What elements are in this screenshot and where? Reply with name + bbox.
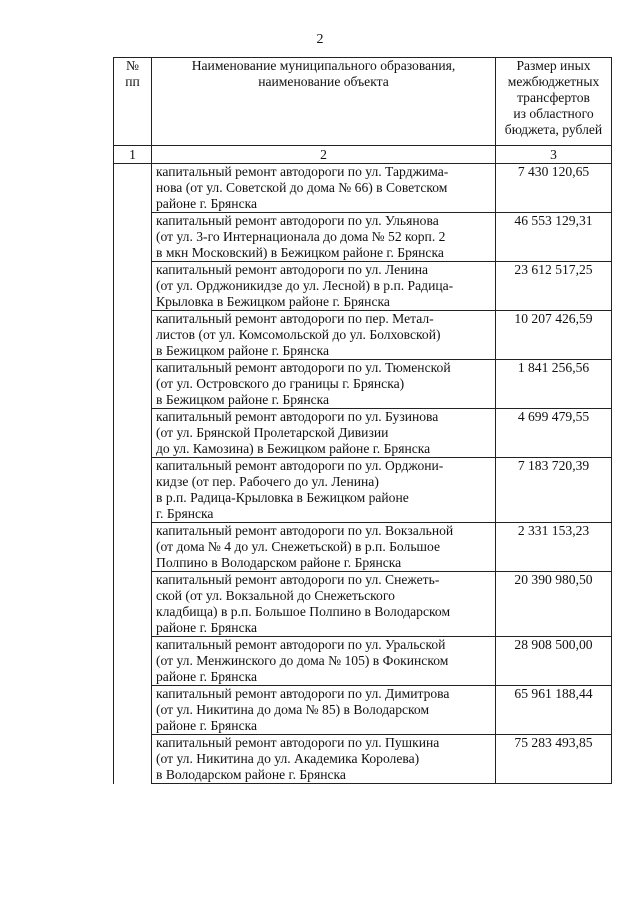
object-name-cell — [152, 164, 496, 213]
object-name-line: (от ул. Менжинского до дома № 105) в Фокинском — [156, 653, 449, 668]
object-name-line: в Володарском районе г. Брянска — [156, 767, 346, 782]
amount-cell: 20 390 980,50 — [496, 572, 612, 637]
object-name-line: капитальный ремонт автодороги по ул. Бузинова — [156, 409, 439, 424]
object-name-line: капитальный ремонт автодороги по ул. Орджони- — [156, 458, 444, 473]
column-number: 2 — [152, 146, 496, 164]
object-name-cell — [152, 637, 496, 686]
object-name-line: капитальный ремонт автодороги по ул. Вокзальной — [156, 523, 454, 538]
table-row — [114, 686, 612, 735]
object-name-cell — [152, 458, 496, 523]
object-name-cell — [152, 409, 496, 458]
table-row — [114, 735, 612, 784]
amount-cell: 1 841 256,56 — [496, 360, 612, 409]
column-number-row — [114, 146, 612, 164]
table-header-row — [114, 58, 612, 146]
amount-cell: 28 908 500,00 — [496, 637, 612, 686]
object-name-line: в Бежицком районе г. Брянска — [156, 343, 330, 358]
header-amount — [496, 58, 612, 146]
object-name-line: капитальный ремонт автодороги по ул. Тюменской — [156, 360, 451, 375]
object-name-line: кидзе (от пер. Рабочего до ул. Ленина) — [156, 474, 379, 489]
object-name-cell — [152, 311, 496, 360]
table-row — [114, 360, 612, 409]
object-name-line: Крыловка в Бежицком районе г. Брянска — [156, 294, 390, 309]
header-amount-line: Размер иных — [516, 58, 591, 73]
object-name-line: капитальный ремонт автодороги по ул. Пушкина — [156, 735, 440, 750]
object-name-line: районе г. Брянска — [156, 718, 258, 733]
object-name-cell — [152, 735, 496, 784]
header-amount-line: трансфертов — [517, 90, 590, 105]
table-row — [114, 409, 612, 458]
object-name-line: в мкн Московский) в Бежицком районе г. Брянска — [156, 245, 444, 260]
header-name-line: наименование объекта — [258, 74, 389, 89]
table-row — [114, 637, 612, 686]
object-name-line: в р.п. Радица-Крыловка в Бежицком районе — [156, 490, 409, 505]
header-amount-line: межбюджетных — [507, 74, 600, 89]
transfers-table — [113, 57, 612, 784]
object-name-line: капитальный ремонт автодороги по ул. Ленина — [156, 262, 429, 277]
object-name-line: капитальный ремонт автодороги по ул. Уральской — [156, 637, 446, 652]
header-name-line: Наименование муниципального образования, — [191, 58, 456, 73]
object-name-line: до ул. Камозина) в Бежицком районе г. Брянска — [156, 441, 431, 456]
object-name-line: Полпино в Володарском районе г. Брянска — [156, 555, 402, 570]
object-name-line: капитальный ремонт автодороги по ул. Ульянова — [156, 213, 439, 228]
object-name-line: нова (от ул. Советской до дома № 66) в Советском — [156, 180, 448, 195]
header-number — [114, 58, 152, 146]
object-name-line: (от ул. Брянской Пролетарской Дивизии — [156, 425, 389, 440]
table-body — [114, 164, 612, 784]
table-row — [114, 458, 612, 523]
object-name-line: районе г. Брянска — [156, 669, 258, 684]
object-name-line: (от ул. 3-го Интернационала до дома № 52 корп. 2 — [156, 229, 446, 244]
object-name-line: (от дома № 4 до ул. Снежетьской) в р.п. Большое — [156, 539, 440, 554]
column-number: 3 — [496, 146, 612, 164]
object-name-line: (от ул. Никитина до ул. Академика Королева) — [156, 751, 420, 766]
header-amount-line: из областного — [513, 106, 594, 121]
object-name-line: (от ул. Никитина до дома № 85) в Володарском — [156, 702, 430, 717]
object-name-line: (от ул. Островского до границы г. Брянска) — [156, 376, 405, 391]
page-number: 2 — [316, 32, 324, 47]
object-name-cell — [152, 523, 496, 572]
amount-cell: 23 612 517,25 — [496, 262, 612, 311]
table-row — [114, 164, 612, 213]
table-row — [114, 213, 612, 262]
object-name-cell — [152, 360, 496, 409]
table-row — [114, 262, 612, 311]
amount-cell: 2 331 153,23 — [496, 523, 612, 572]
amount-cell: 46 553 129,31 — [496, 213, 612, 262]
object-name-line: ской (от ул. Вокзальной до Снежетьского — [156, 588, 395, 603]
object-name-line: районе г. Брянска — [156, 620, 258, 635]
object-name-cell — [152, 572, 496, 637]
object-name-line: (от ул. Орджоникидзе до ул. Лесной) в р.п. Радица- — [156, 278, 454, 293]
object-name-line: капитальный ремонт автодороги по ул. Снежеть- — [156, 572, 440, 587]
table-row — [114, 523, 612, 572]
object-name-line: в Бежицком районе г. Брянска — [156, 392, 330, 407]
amount-cell: 75 283 493,85 — [496, 735, 612, 784]
object-name-cell — [152, 213, 496, 262]
object-name-line: районе г. Брянска — [156, 196, 258, 211]
header-amount-line: бюджета, рублей — [504, 122, 603, 137]
object-name-line: листов (от ул. Комсомольской до ул. Болховской) — [156, 327, 441, 342]
column-number: 1 — [114, 146, 152, 164]
object-name-line: капитальный ремонт автодороги по ул. Тарджима- — [156, 164, 449, 179]
amount-cell: 65 961 188,44 — [496, 686, 612, 735]
amount-cell: 7 430 120,65 — [496, 164, 612, 213]
object-name-cell — [152, 262, 496, 311]
empty-number-cell — [114, 164, 152, 784]
table-row — [114, 572, 612, 637]
object-name-line: кладбища) в р.п. Большое Полпино в Володарском — [156, 604, 451, 619]
object-name-line: капитальный ремонт автодороги по пер. Метал- — [156, 311, 434, 326]
amount-cell: 10 207 426,59 — [496, 311, 612, 360]
object-name-line: капитальный ремонт автодороги по ул. Димитрова — [156, 686, 450, 701]
header-number-line: № — [126, 58, 139, 73]
header-name — [152, 58, 496, 146]
object-name-line: г. Брянска — [156, 506, 214, 521]
table-row — [114, 311, 612, 360]
amount-cell: 4 699 479,55 — [496, 409, 612, 458]
header-number-line: пп — [125, 74, 140, 89]
object-name-cell — [152, 686, 496, 735]
amount-cell: 7 183 720,39 — [496, 458, 612, 523]
